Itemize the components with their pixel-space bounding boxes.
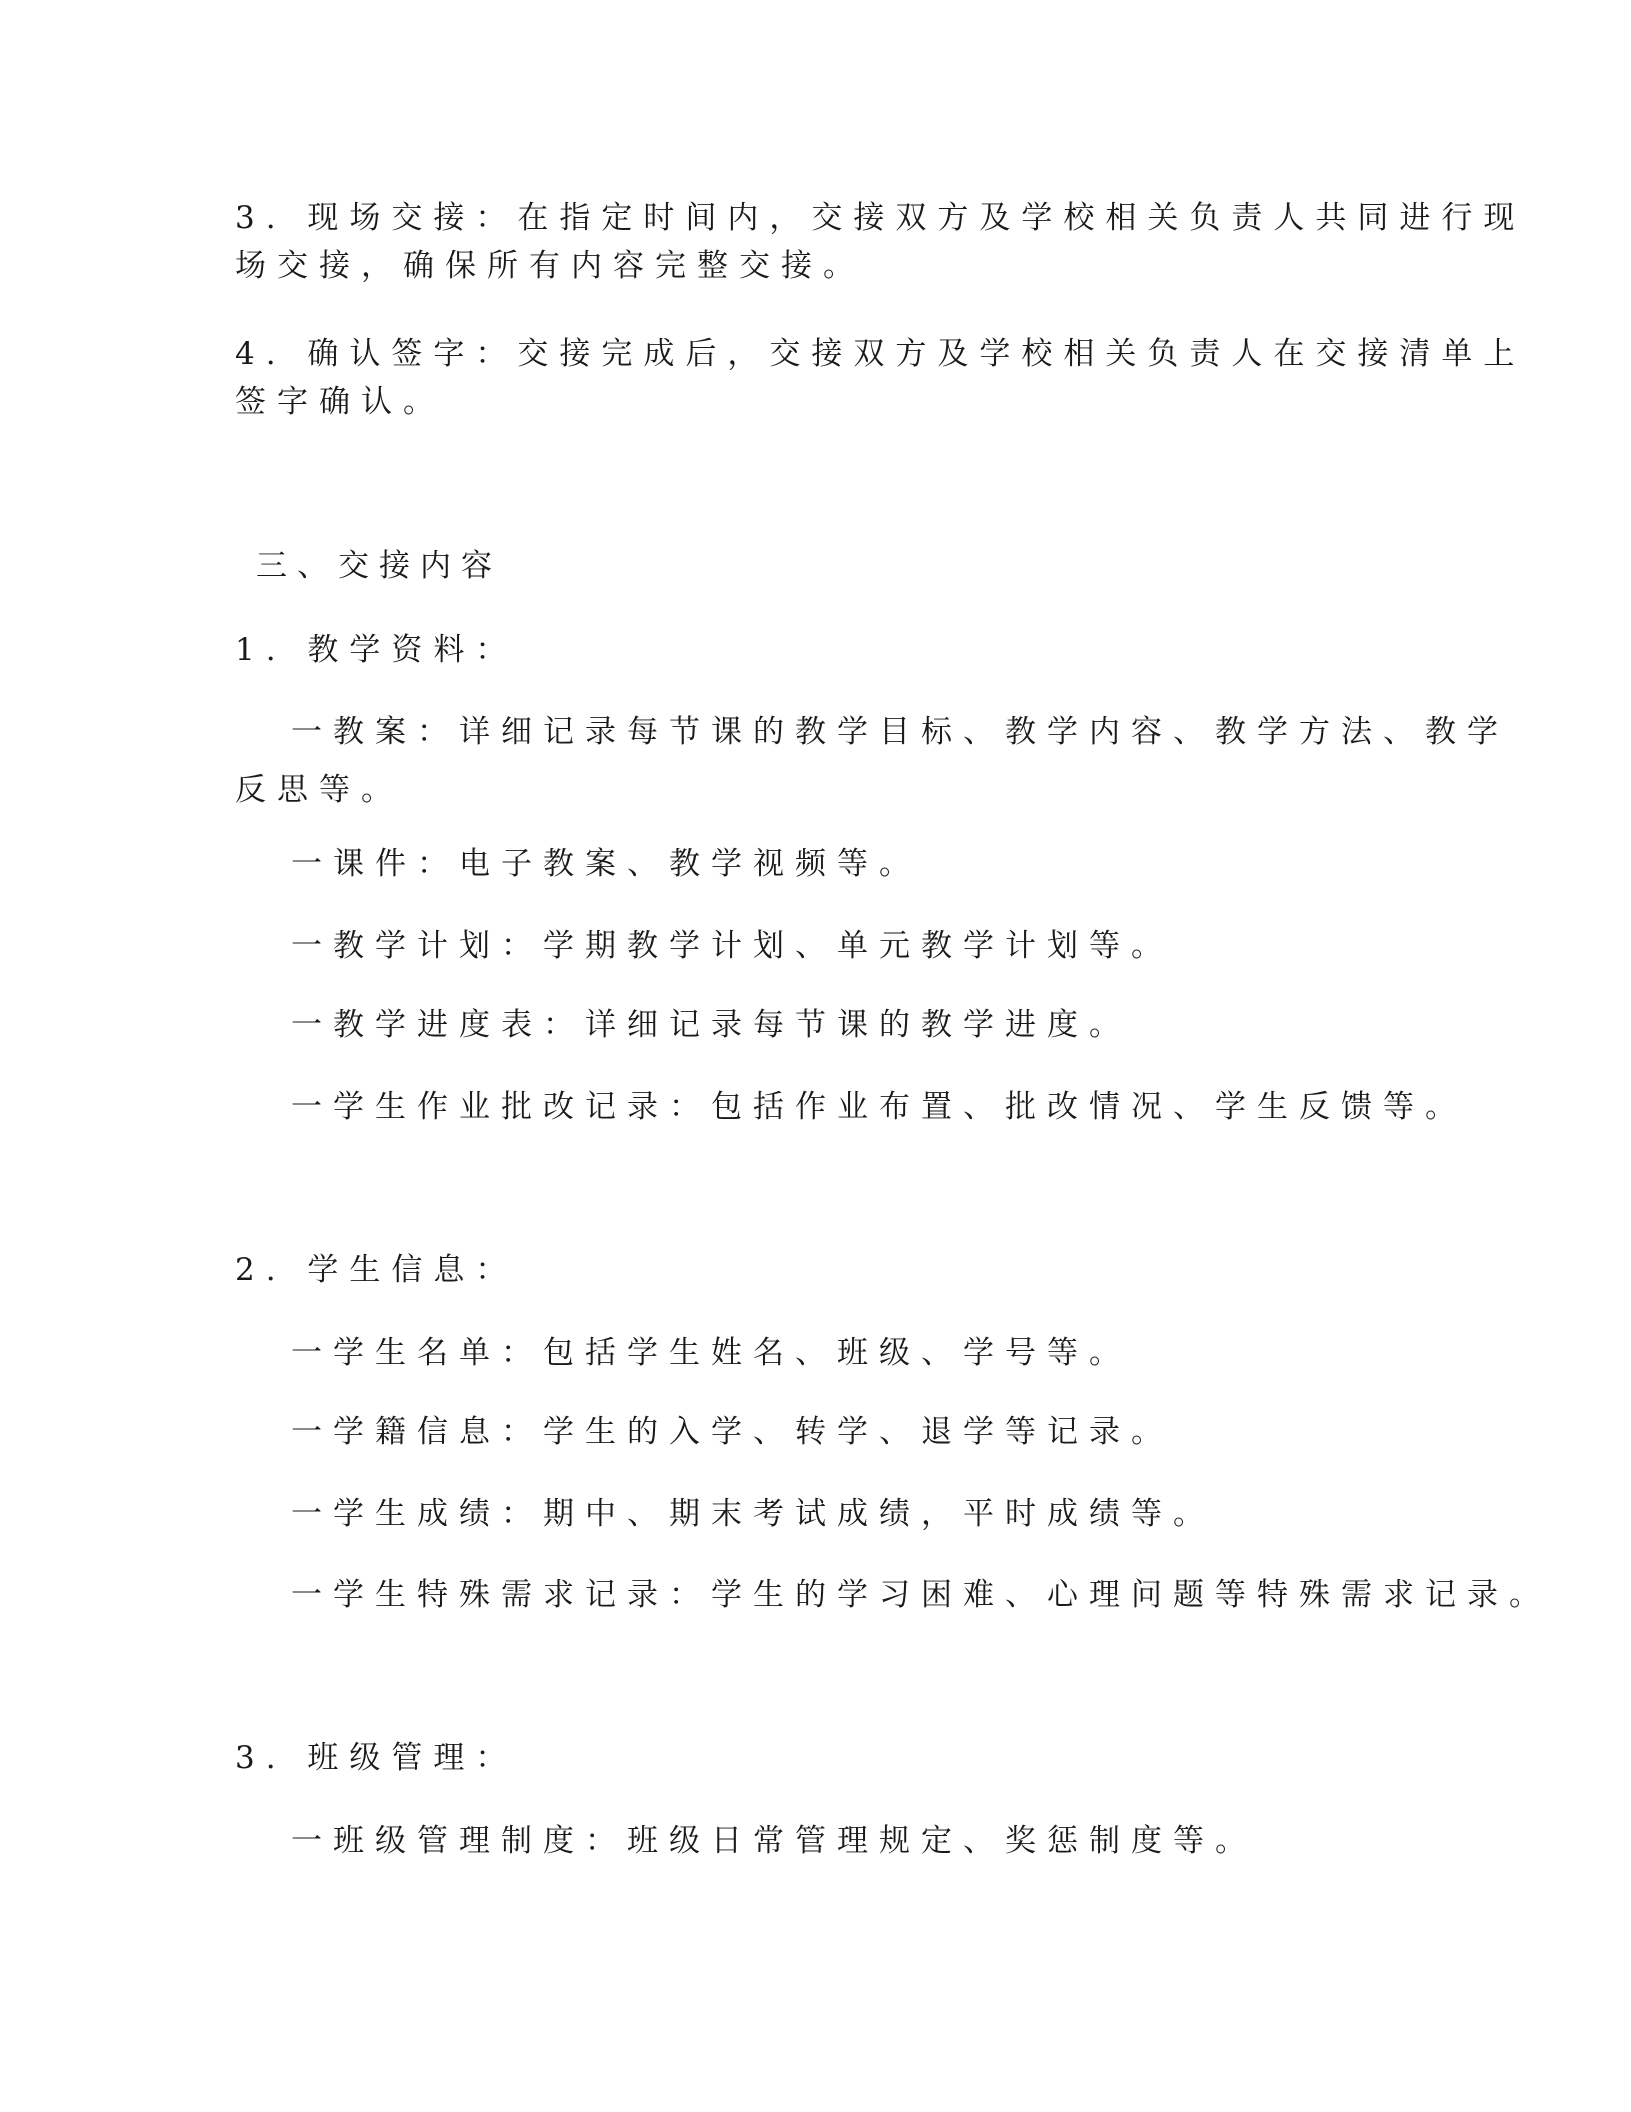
subsection-heading: 3. 班级管理： [235, 1740, 518, 1776]
list-item: 一学生名单：包括学生姓名、班级、学号等。 [291, 1335, 1131, 1371]
list-item: 一教学计划：学期教学计划、单元教学计划等。 [291, 928, 1173, 964]
subsection-heading: 1. 教学资料： [235, 632, 518, 668]
list-item: 一学籍信息：学生的入学、转学、退学等记录。 [291, 1414, 1173, 1450]
list-item: 一学生作业批改记录：包括作业布置、批改情况、学生反馈等。 [291, 1089, 1467, 1125]
list-item: 一教学进度表：详细记录每节课的教学进度。 [291, 1007, 1131, 1043]
section-heading: 三、交接内容 [256, 548, 502, 584]
paragraph-line: 签字确认。 [235, 384, 445, 420]
list-item: 一学生特殊需求记录：学生的学习困难、心理问题等特殊需求记录。 [291, 1577, 1551, 1613]
subsection-heading: 2. 学生信息： [235, 1252, 518, 1288]
list-item: 一学生成绩：期中、期末考试成绩，平时成绩等。 [291, 1496, 1215, 1532]
list-item: 一班级管理制度：班级日常管理规定、奖惩制度等。 [291, 1823, 1257, 1859]
paragraph-line: 3. 现场交接：在指定时间内，交接双方及学校相关负责人共同进行现 [235, 200, 1526, 236]
list-item: 一教案：详细记录每节课的教学目标、教学内容、教学方法、教学 [291, 714, 1509, 750]
paragraph-line: 4. 确认签字：交接完成后，交接双方及学校相关负责人在交接清单上 [235, 336, 1526, 372]
list-item: 一课件：电子教案、教学视频等。 [291, 846, 921, 882]
list-item-continuation: 反思等。 [235, 772, 403, 808]
paragraph-line: 场交接，确保所有内容完整交接。 [235, 248, 865, 284]
